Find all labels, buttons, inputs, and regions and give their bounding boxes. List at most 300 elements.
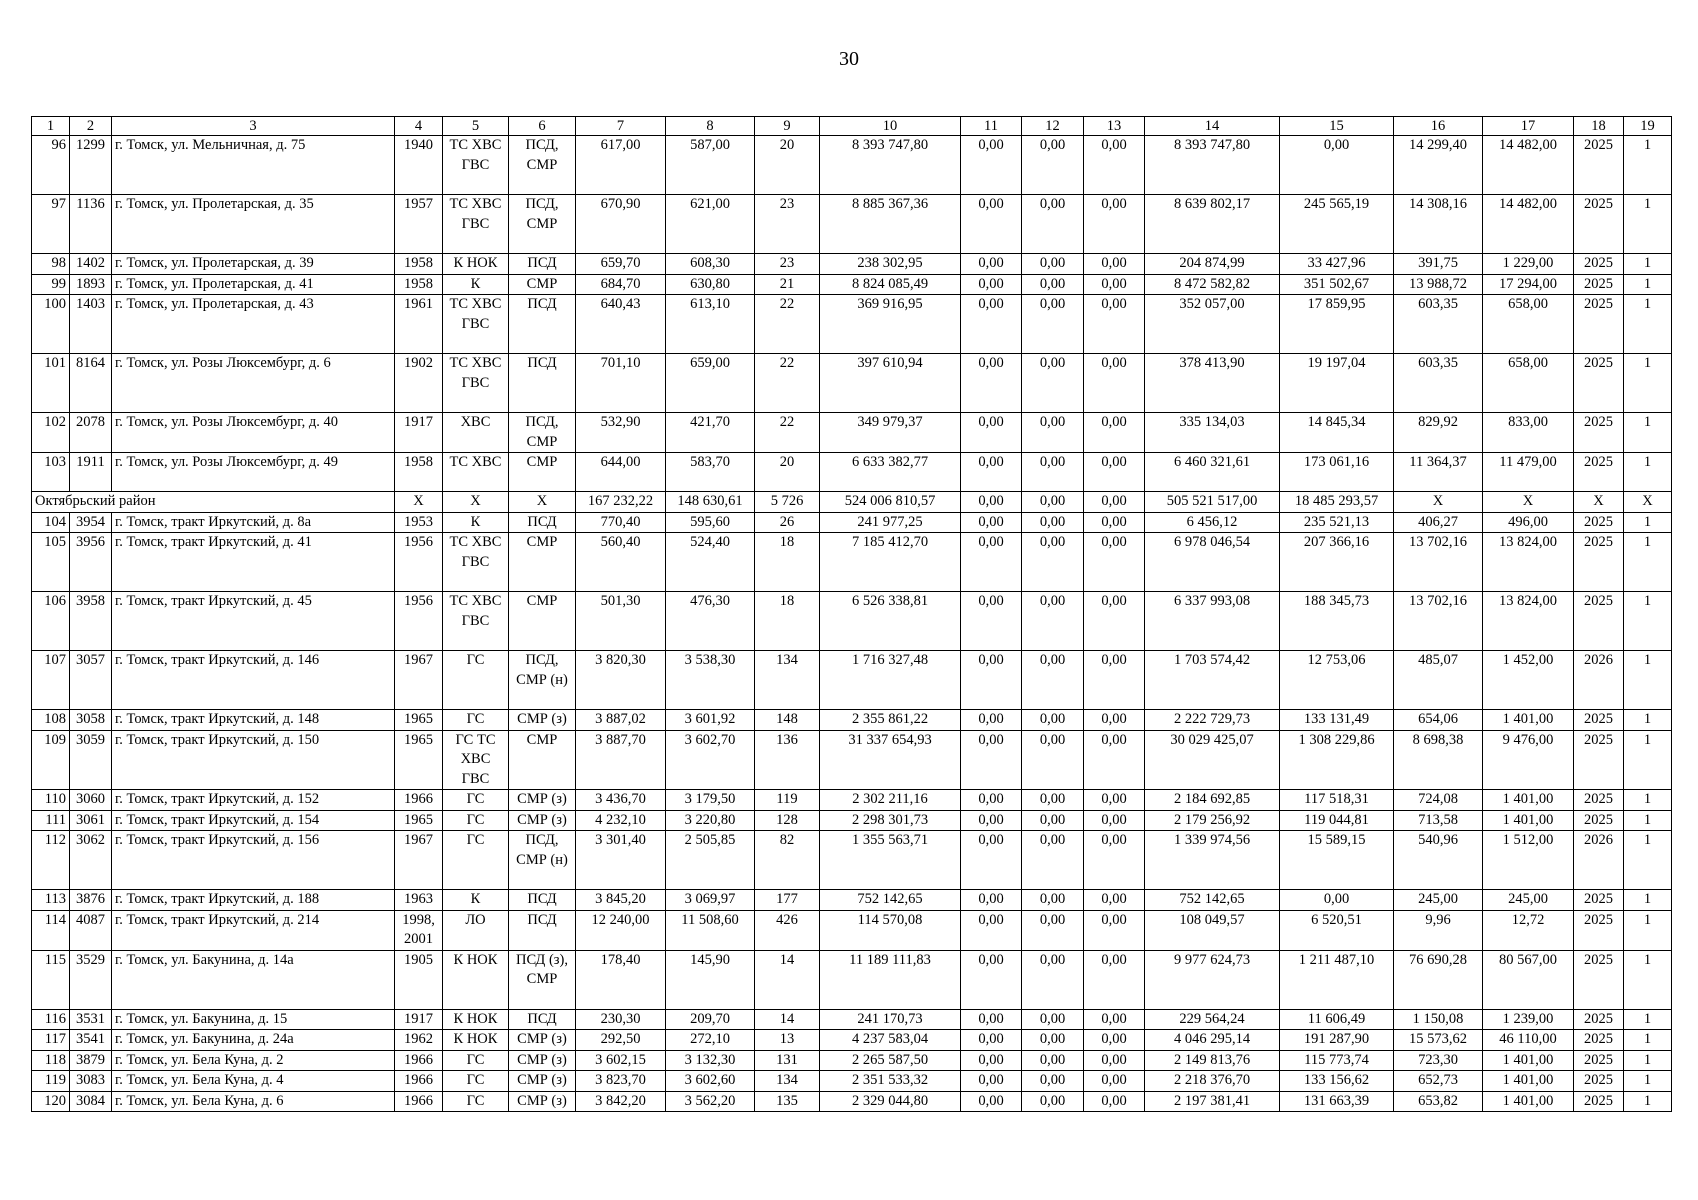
- table-cell: ПСД: [509, 890, 576, 911]
- table-cell: 31 337 654,93: [820, 730, 961, 790]
- table-cell: 0,00: [1022, 254, 1084, 275]
- table-cell: ПСД: [509, 295, 576, 354]
- table-cell: 3954: [70, 512, 112, 533]
- table-cell: 2 302 211,16: [820, 790, 961, 811]
- table-cell: 3 602,15: [576, 1050, 666, 1071]
- table-cell: К НОК: [443, 1009, 509, 1030]
- table-row: [32, 950, 1672, 1009]
- table-cell: 421,70: [666, 413, 755, 453]
- table-cell: 0,00: [1084, 354, 1145, 413]
- table-cell: 1 401,00: [1483, 790, 1574, 811]
- table-cell: 351 502,67: [1280, 274, 1394, 295]
- table-cell: 0,00: [961, 1009, 1022, 1030]
- table-cell: 145,90: [666, 950, 755, 1009]
- table-cell: 1403: [70, 295, 112, 354]
- table-cell: ТС ХВС ГВС: [443, 295, 509, 354]
- table-cell: 397 610,94: [820, 354, 961, 413]
- table-cell: 106: [32, 592, 70, 651]
- column-header-6: 6: [509, 117, 576, 136]
- page-number: 30: [839, 48, 859, 70]
- column-header-18: 18: [1574, 117, 1624, 136]
- address-cell: г. Томск, тракт Иркутский, д. 146: [112, 651, 395, 710]
- table-cell: 0,00: [1084, 890, 1145, 911]
- table-cell: 1965: [395, 710, 443, 731]
- table-cell: 0,00: [1022, 512, 1084, 533]
- table-cell: 701,10: [576, 354, 666, 413]
- table-cell: 0,00: [961, 730, 1022, 790]
- table-cell: 14 308,16: [1394, 195, 1483, 254]
- table-cell: 0,00: [1022, 592, 1084, 651]
- table-body: [32, 136, 1672, 1112]
- table-cell: 2025: [1574, 1071, 1624, 1092]
- table-cell: 14 482,00: [1483, 195, 1574, 254]
- table-cell: 752 142,65: [1145, 890, 1280, 911]
- column-header-13: 13: [1084, 117, 1145, 136]
- subtotal-cell: X: [395, 492, 443, 513]
- column-header-10: 10: [820, 117, 961, 136]
- table-cell: 3 887,70: [576, 730, 666, 790]
- table-cell: ПСД, СМР (н): [509, 651, 576, 710]
- table-cell: 1136: [70, 195, 112, 254]
- table-cell: 1966: [395, 790, 443, 811]
- table-cell: 0,00: [961, 1030, 1022, 1051]
- address-cell: г. Томск, ул. Бела Куна, д. 2: [112, 1050, 395, 1071]
- table-cell: ГС: [443, 1050, 509, 1071]
- table-cell: 0,00: [961, 136, 1022, 195]
- table-cell: 2 184 692,85: [1145, 790, 1280, 811]
- table-cell: 1 229,00: [1483, 254, 1574, 275]
- table-cell: 104: [32, 512, 70, 533]
- table-cell: 11 364,37: [1394, 453, 1483, 492]
- table-cell: 1 150,08: [1394, 1009, 1483, 1030]
- table-cell: 3 602,70: [666, 730, 755, 790]
- table-cell: 0,00: [961, 950, 1022, 1009]
- table-cell: 2 179 256,92: [1145, 810, 1280, 831]
- table-cell: 191 287,90: [1280, 1030, 1394, 1051]
- table-cell: ПСД: [509, 254, 576, 275]
- address-cell: г. Томск, ул. Бакунина, д. 14а: [112, 950, 395, 1009]
- table-cell: 560,40: [576, 533, 666, 592]
- table-cell: 0,00: [1022, 950, 1084, 1009]
- table-cell: 3958: [70, 592, 112, 651]
- table-cell: 0,00: [1084, 1071, 1145, 1092]
- table-cell: ГС: [443, 710, 509, 731]
- table-cell: 524,40: [666, 533, 755, 592]
- table-cell: 0,00: [1084, 592, 1145, 651]
- table-cell: 3 842,20: [576, 1091, 666, 1112]
- table-cell: 22: [755, 354, 820, 413]
- table-cell: 0,00: [961, 274, 1022, 295]
- table-cell: 3060: [70, 790, 112, 811]
- table-cell: 1: [1624, 413, 1672, 453]
- table-cell: 98: [32, 254, 70, 275]
- table-cell: 0,00: [1022, 890, 1084, 911]
- table-cell: 644,00: [576, 453, 666, 492]
- table-cell: 209,70: [666, 1009, 755, 1030]
- table-cell: 1 512,00: [1483, 831, 1574, 890]
- table-cell: 1: [1624, 533, 1672, 592]
- table-cell: 1: [1624, 274, 1672, 295]
- table-cell: СМР: [509, 274, 576, 295]
- table-cell: 0,00: [961, 254, 1022, 275]
- table-cell: 3 562,20: [666, 1091, 755, 1112]
- table-cell: 1 355 563,71: [820, 831, 961, 890]
- table-cell: ПСД: [509, 354, 576, 413]
- table-cell: 0,00: [1084, 950, 1145, 1009]
- table-cell: 2025: [1574, 910, 1624, 950]
- address-cell: г. Томск, ул. Бела Куна, д. 4: [112, 1071, 395, 1092]
- table-cell: 2026: [1574, 651, 1624, 710]
- table-cell: 1: [1624, 195, 1672, 254]
- table-cell: 3876: [70, 890, 112, 911]
- table-cell: ГС: [443, 651, 509, 710]
- table-cell: 19 197,04: [1280, 354, 1394, 413]
- table-cell: 292,50: [576, 1030, 666, 1051]
- table-cell: 13 824,00: [1483, 533, 1574, 592]
- table-cell: 13 702,16: [1394, 533, 1483, 592]
- table-cell: 352 057,00: [1145, 295, 1280, 354]
- table-cell: 532,90: [576, 413, 666, 453]
- address-cell: г. Томск, тракт Иркутский, д. 152: [112, 790, 395, 811]
- table-row: [32, 1071, 1672, 1092]
- table-cell: 670,90: [576, 195, 666, 254]
- table-cell: 0,00: [961, 354, 1022, 413]
- table-cell: ХВС: [443, 413, 509, 453]
- table-cell: 1: [1624, 910, 1672, 950]
- table-cell: 99: [32, 274, 70, 295]
- table-cell: 26: [755, 512, 820, 533]
- table-cell: 3956: [70, 533, 112, 592]
- table-cell: 1902: [395, 354, 443, 413]
- table-cell: 0,00: [1022, 1030, 1084, 1051]
- table-cell: 0,00: [1022, 910, 1084, 950]
- table-cell: 0,00: [1022, 1050, 1084, 1071]
- table-cell: 0,00: [1022, 274, 1084, 295]
- table-cell: 1: [1624, 831, 1672, 890]
- table-cell: 2 265 587,50: [820, 1050, 961, 1071]
- table-cell: 0,00: [961, 1050, 1022, 1071]
- table-cell: 1402: [70, 254, 112, 275]
- table-cell: 108: [32, 710, 70, 731]
- column-header-9: 9: [755, 117, 820, 136]
- column-header-7: 7: [576, 117, 666, 136]
- table-cell: ГС: [443, 1071, 509, 1092]
- table-cell: 177: [755, 890, 820, 911]
- table-cell: 3 887,02: [576, 710, 666, 731]
- subtotal-cell: 18 485 293,57: [1280, 492, 1394, 513]
- housing-repair-table: [31, 116, 1672, 1112]
- table-cell: 349 979,37: [820, 413, 961, 453]
- table-cell: 1962: [395, 1030, 443, 1051]
- table-cell: 659,00: [666, 354, 755, 413]
- table-cell: 241 977,25: [820, 512, 961, 533]
- table-cell: 0,00: [961, 512, 1022, 533]
- table-cell: 107: [32, 651, 70, 710]
- address-cell: г. Томск, тракт Иркутский, д. 214: [112, 910, 395, 950]
- table-cell: 103: [32, 453, 70, 492]
- column-header-4: 4: [395, 117, 443, 136]
- table-cell: 0,00: [961, 295, 1022, 354]
- table-cell: 0,00: [1084, 274, 1145, 295]
- table-cell: 1: [1624, 1071, 1672, 1092]
- table-cell: 2025: [1574, 890, 1624, 911]
- table-cell: 13: [755, 1030, 820, 1051]
- table-cell: 102: [32, 413, 70, 453]
- table-cell: 1: [1624, 810, 1672, 831]
- table-row: [32, 354, 1672, 413]
- table-cell: 1 211 487,10: [1280, 950, 1394, 1009]
- table-row: [32, 1050, 1672, 1071]
- address-cell: г. Томск, ул. Розы Люксембург, д. 40: [112, 413, 395, 453]
- table-cell: 770,40: [576, 512, 666, 533]
- address-cell: г. Томск, тракт Иркутский, д. 45: [112, 592, 395, 651]
- table-cell: 1 401,00: [1483, 1071, 1574, 1092]
- table-cell: 1917: [395, 1009, 443, 1030]
- address-cell: г. Томск, тракт Иркутский, д. 156: [112, 831, 395, 890]
- table-cell: 2025: [1574, 354, 1624, 413]
- table-cell: 8 824 085,49: [820, 274, 961, 295]
- table-cell: 1953: [395, 512, 443, 533]
- address-cell: г. Томск, тракт Иркутский, д. 154: [112, 810, 395, 831]
- subtotal-cell: 5 726: [755, 492, 820, 513]
- table-cell: 3 220,80: [666, 810, 755, 831]
- table-cell: 133 156,62: [1280, 1071, 1394, 1092]
- table-cell: 1 401,00: [1483, 1050, 1574, 1071]
- table-cell: 131 663,39: [1280, 1091, 1394, 1112]
- table-cell: 0,00: [1084, 136, 1145, 195]
- table-cell: 833,00: [1483, 413, 1574, 453]
- table-cell: 33 427,96: [1280, 254, 1394, 275]
- table-cell: 11 189 111,83: [820, 950, 961, 1009]
- table-cell: 0,00: [1022, 730, 1084, 790]
- table-cell: 8 472 582,82: [1145, 274, 1280, 295]
- table-cell: 113: [32, 890, 70, 911]
- table-row: [32, 1030, 1672, 1051]
- table-cell: 684,70: [576, 274, 666, 295]
- table-cell: 3058: [70, 710, 112, 731]
- table-cell: 0,00: [1084, 1030, 1145, 1051]
- table-cell: ПСД: [509, 910, 576, 950]
- table-cell: 8 885 367,36: [820, 195, 961, 254]
- table-cell: 3083: [70, 1071, 112, 1092]
- table-cell: 1940: [395, 136, 443, 195]
- table-cell: 1905: [395, 950, 443, 1009]
- column-header-14: 14: [1145, 117, 1280, 136]
- table-cell: 603,35: [1394, 354, 1483, 413]
- address-cell: г. Томск, ул. Бела Куна, д. 6: [112, 1091, 395, 1112]
- table-cell: 0,00: [1084, 710, 1145, 731]
- table-cell: 117: [32, 1030, 70, 1051]
- table-cell: 1 308 229,86: [1280, 730, 1394, 790]
- table-cell: 640,43: [576, 295, 666, 354]
- subtotal-cell: X: [509, 492, 576, 513]
- table-cell: 0,00: [1280, 890, 1394, 911]
- table-cell: 117 518,31: [1280, 790, 1394, 811]
- table-cell: ПСД: [509, 512, 576, 533]
- table-row: [32, 512, 1672, 533]
- column-header-17: 17: [1483, 117, 1574, 136]
- table-cell: СМР: [509, 730, 576, 790]
- table-cell: 1: [1624, 710, 1672, 731]
- table-cell: 119: [755, 790, 820, 811]
- table-cell: 1 401,00: [1483, 1091, 1574, 1112]
- table-cell: 2025: [1574, 453, 1624, 492]
- table-cell: 723,30: [1394, 1050, 1483, 1071]
- table-cell: 426: [755, 910, 820, 950]
- table-cell: 1958: [395, 254, 443, 275]
- table-cell: 3 823,70: [576, 1071, 666, 1092]
- table-cell: 148: [755, 710, 820, 731]
- table-cell: 3 436,70: [576, 790, 666, 811]
- column-header-2: 2: [70, 117, 112, 136]
- table-cell: 0,00: [961, 651, 1022, 710]
- table-cell: 9,96: [1394, 910, 1483, 950]
- table-cell: 0,00: [961, 592, 1022, 651]
- table-cell: СМР (з): [509, 810, 576, 831]
- table-cell: 0,00: [1022, 453, 1084, 492]
- table-cell: 22: [755, 295, 820, 354]
- table-cell: 97: [32, 195, 70, 254]
- table-cell: 2 197 381,41: [1145, 1091, 1280, 1112]
- table-cell: 501,30: [576, 592, 666, 651]
- table-cell: 3529: [70, 950, 112, 1009]
- table-cell: 23: [755, 254, 820, 275]
- table-cell: 14 482,00: [1483, 136, 1574, 195]
- address-cell: г. Томск, ул. Мельничная, д. 75: [112, 136, 395, 195]
- table-cell: 115: [32, 950, 70, 1009]
- table-cell: 0,00: [1022, 651, 1084, 710]
- table-cell: 1956: [395, 592, 443, 651]
- table-cell: К: [443, 274, 509, 295]
- table-cell: 133 131,49: [1280, 710, 1394, 731]
- table-cell: 111: [32, 810, 70, 831]
- table-cell: ГС: [443, 790, 509, 811]
- table-cell: 0,00: [1084, 790, 1145, 811]
- table-cell: 12 240,00: [576, 910, 666, 950]
- column-header-15: 15: [1280, 117, 1394, 136]
- table-cell: 540,96: [1394, 831, 1483, 890]
- table-cell: 15 589,15: [1280, 831, 1394, 890]
- table-cell: 496,00: [1483, 512, 1574, 533]
- table-cell: 2025: [1574, 1091, 1624, 1112]
- table-cell: ТС ХВС ГВС: [443, 533, 509, 592]
- table-cell: 11 479,00: [1483, 453, 1574, 492]
- table-cell: 369 916,95: [820, 295, 961, 354]
- table-cell: 1: [1624, 295, 1672, 354]
- table-header: [32, 117, 1672, 136]
- table-cell: 136: [755, 730, 820, 790]
- table-cell: СМР (з): [509, 1071, 576, 1092]
- table-cell: 713,58: [1394, 810, 1483, 831]
- table-cell: 7 185 412,70: [820, 533, 961, 592]
- table-cell: 2025: [1574, 1050, 1624, 1071]
- table-cell: 603,35: [1394, 295, 1483, 354]
- table-cell: 245 565,19: [1280, 195, 1394, 254]
- table-cell: 3 132,30: [666, 1050, 755, 1071]
- table-row: [32, 136, 1672, 195]
- subtotal-cell: X: [1394, 492, 1483, 513]
- table-cell: 0,00: [1022, 136, 1084, 195]
- address-cell: г. Томск, ул. Пролетарская, д. 41: [112, 274, 395, 295]
- table-cell: 135: [755, 1091, 820, 1112]
- table-cell: 12,72: [1483, 910, 1574, 950]
- table-cell: 1965: [395, 730, 443, 790]
- table-cell: 1957: [395, 195, 443, 254]
- table-cell: 2025: [1574, 730, 1624, 790]
- table-cell: 0,00: [1022, 1091, 1084, 1112]
- table-cell: ПСД, СМР (н): [509, 831, 576, 890]
- table-cell: ГС: [443, 810, 509, 831]
- table-cell: 118: [32, 1050, 70, 1071]
- table-row: [32, 831, 1672, 890]
- subtotal-cell: 0,00: [1022, 492, 1084, 513]
- table-cell: ПСД, СМР: [509, 413, 576, 453]
- table-cell: 9 476,00: [1483, 730, 1574, 790]
- table-cell: 608,30: [666, 254, 755, 275]
- table-cell: 178,40: [576, 950, 666, 1009]
- table-cell: 3 538,30: [666, 651, 755, 710]
- table-cell: 1967: [395, 651, 443, 710]
- table-cell: 1: [1624, 651, 1672, 710]
- table-cell: ГС ТС ХВС ГВС: [443, 730, 509, 790]
- table-cell: 8 393 747,80: [820, 136, 961, 195]
- table-cell: 46 110,00: [1483, 1030, 1574, 1051]
- table-cell: 2025: [1574, 1030, 1624, 1051]
- table-cell: 2 298 301,73: [820, 810, 961, 831]
- table-cell: 3 820,30: [576, 651, 666, 710]
- table-cell: 1: [1624, 1091, 1672, 1112]
- table-cell: 0,00: [1022, 1071, 1084, 1092]
- table-cell: 1893: [70, 274, 112, 295]
- column-header-11: 11: [961, 117, 1022, 136]
- table-cell: ТС ХВС ГВС: [443, 354, 509, 413]
- table-cell: 653,82: [1394, 1091, 1483, 1112]
- table-cell: 119: [32, 1071, 70, 1092]
- table-cell: 3 601,92: [666, 710, 755, 731]
- table-cell: 134: [755, 1071, 820, 1092]
- table-cell: 3541: [70, 1030, 112, 1051]
- table-cell: 2025: [1574, 810, 1624, 831]
- table-cell: 8164: [70, 354, 112, 413]
- table-cell: 0,00: [1084, 1050, 1145, 1071]
- table-cell: 8 698,38: [1394, 730, 1483, 790]
- table-cell: ТС ХВС: [443, 453, 509, 492]
- table-cell: 12 753,06: [1280, 651, 1394, 710]
- table-cell: 0,00: [961, 413, 1022, 453]
- table-cell: 752 142,65: [820, 890, 961, 911]
- table-cell: 1 716 327,48: [820, 651, 961, 710]
- table-cell: 188 345,73: [1280, 592, 1394, 651]
- table-cell: 128: [755, 810, 820, 831]
- table-cell: 4 237 583,04: [820, 1030, 961, 1051]
- table-cell: 1: [1624, 950, 1672, 1009]
- table-cell: 2025: [1574, 950, 1624, 1009]
- table-cell: 1 339 974,56: [1145, 831, 1280, 890]
- table-cell: 105: [32, 533, 70, 592]
- column-header-19: 19: [1624, 117, 1672, 136]
- table-cell: 15 573,62: [1394, 1030, 1483, 1051]
- table-cell: 207 366,16: [1280, 533, 1394, 592]
- column-header-3: 3: [112, 117, 395, 136]
- table-cell: 109: [32, 730, 70, 790]
- address-cell: г. Томск, ул. Пролетарская, д. 35: [112, 195, 395, 254]
- table-row: [32, 790, 1672, 811]
- table-cell: 829,92: [1394, 413, 1483, 453]
- table-cell: 2 329 044,80: [820, 1091, 961, 1112]
- table-cell: 1911: [70, 453, 112, 492]
- table-cell: 21: [755, 274, 820, 295]
- table-cell: 2 218 376,70: [1145, 1071, 1280, 1092]
